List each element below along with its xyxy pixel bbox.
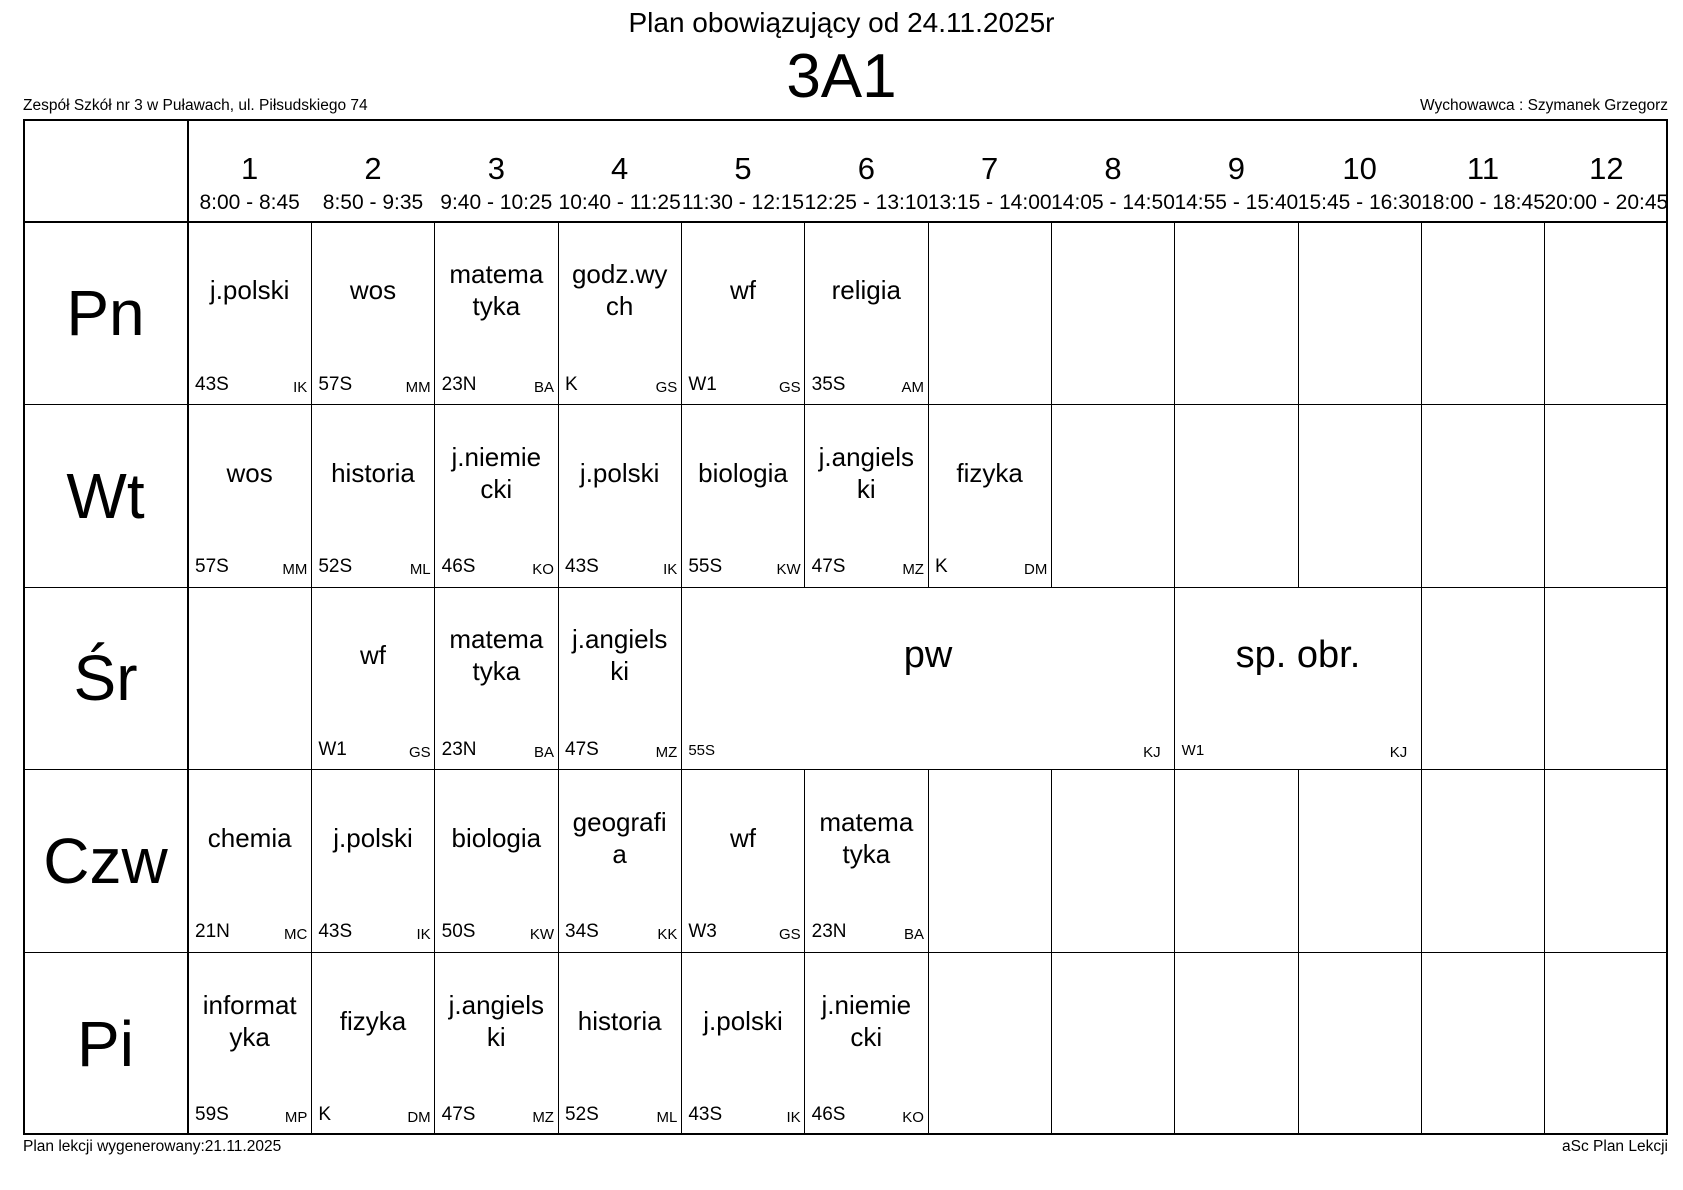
- lesson-teacher: ML: [656, 1108, 678, 1126]
- lesson-subject: wf: [729, 823, 756, 854]
- day-label: Czw: [43, 825, 168, 898]
- lesson-teacher: KJ: [1389, 743, 1408, 761]
- lesson-room: 43S: [688, 1103, 723, 1125]
- lesson-cell: [435, 770, 558, 953]
- period-number: 1: [241, 151, 259, 186]
- lesson-subject: matema tyka: [449, 624, 544, 687]
- lesson-room: 57S: [318, 373, 353, 395]
- lesson-teacher: MZ: [655, 743, 678, 761]
- lesson-teacher: KJ: [1143, 743, 1161, 761]
- lesson-cell: [188, 952, 311, 1135]
- lesson-room: 52S: [318, 556, 353, 578]
- lesson-cell: [1175, 587, 1422, 770]
- lesson-subject: historia: [331, 457, 415, 488]
- lesson-room: 21N: [195, 921, 230, 943]
- lesson-teacher: KW: [529, 926, 554, 944]
- lesson-cell: [805, 222, 928, 405]
- period-number: 10: [1342, 151, 1377, 186]
- lesson-subject: matema tyka: [449, 259, 544, 322]
- lesson-room: 46S: [441, 556, 476, 578]
- lesson-cell: [558, 222, 681, 405]
- lesson-room: W3: [688, 921, 717, 943]
- lesson-room: 35S: [811, 373, 846, 395]
- software-name: aSc Plan Lekcji: [1562, 1138, 1668, 1155]
- lesson-subject: j.polski: [703, 1005, 783, 1036]
- lesson-subject: religia: [831, 275, 901, 306]
- period-time: 20:00 - 20:45: [1544, 191, 1669, 214]
- period-cell-divider: [1544, 770, 1545, 953]
- lesson-teacher: MM: [282, 561, 308, 579]
- homeroom-teacher: Wychowawca : Szymanek Grzegorz: [1420, 97, 1668, 114]
- period-number: 12: [1589, 151, 1624, 186]
- lesson-subject: historia: [577, 1005, 662, 1036]
- period-cell-divider: [1544, 587, 1545, 770]
- lesson-cell: [681, 587, 1174, 770]
- period-cell-divider: [1174, 770, 1175, 953]
- period-header: [1421, 119, 1544, 222]
- lesson-subject: j.polski: [209, 275, 290, 306]
- period-time: 8:00 - 8:45: [199, 191, 300, 214]
- lesson-subject: sp. obr.: [1235, 634, 1361, 677]
- grid-border-right: [1666, 119, 1668, 1135]
- lesson-teacher: ML: [409, 561, 431, 579]
- lesson-cell: [435, 222, 558, 405]
- lesson-room: W1: [318, 738, 347, 760]
- lesson-teacher: IK: [416, 926, 431, 944]
- lesson-cell: [188, 222, 311, 405]
- period-header: [311, 119, 434, 222]
- period-cell-divider: [1544, 222, 1545, 405]
- lesson-room: K: [935, 556, 948, 578]
- lesson-room: K: [318, 1103, 332, 1125]
- period-time: 11:30 - 12:15: [681, 191, 805, 214]
- period-header: [1298, 119, 1421, 222]
- period-cell-divider: [1051, 222, 1052, 405]
- lesson-teacher: DM: [1024, 561, 1048, 579]
- lesson-subject: biologia: [451, 823, 542, 854]
- lesson-subject: j.polski: [579, 457, 660, 488]
- generated-date: Plan lekcji wygenerowany:21.11.2025: [23, 1138, 282, 1155]
- period-time: 8:50 - 9:35: [322, 191, 424, 214]
- lesson-cell: [805, 770, 928, 953]
- lesson-teacher: GS: [655, 378, 678, 396]
- lesson-teacher: MC: [284, 926, 308, 944]
- lesson-room: 47S: [811, 556, 846, 578]
- lesson-subject: informat yka: [202, 989, 297, 1052]
- lesson-cell: [558, 770, 681, 953]
- lesson-subject: j.niemie cki: [451, 441, 542, 504]
- lesson-teacher: GS: [778, 378, 801, 396]
- lesson-teacher: BA: [533, 743, 554, 761]
- period-number: 3: [487, 151, 505, 186]
- lesson-teacher: GS: [778, 926, 801, 944]
- period-number: 6: [857, 151, 875, 186]
- lesson-room: 57S: [195, 556, 229, 578]
- lesson-subject: pw: [903, 634, 953, 677]
- lesson-teacher: MZ: [902, 561, 924, 579]
- lesson-teacher: IK: [293, 378, 308, 396]
- lesson-subject: wos: [349, 275, 397, 306]
- lesson-teacher: KO: [532, 561, 554, 579]
- lesson-room: 43S: [318, 921, 353, 943]
- period-time: 14:55 - 15:40: [1174, 191, 1299, 214]
- lesson-subject: fizyka: [956, 457, 1023, 488]
- lesson-subject: j.polski: [333, 823, 413, 854]
- period-cell-divider: [1298, 770, 1299, 953]
- day-label: Pn: [66, 277, 145, 350]
- day-label: Wt: [66, 459, 145, 532]
- period-number: 7: [981, 151, 999, 186]
- lesson-cell: [681, 222, 804, 405]
- period-cell-divider: [1051, 770, 1052, 953]
- lesson-teacher: KK: [657, 926, 678, 944]
- period-cell-divider: [1421, 222, 1422, 405]
- lesson-room: 23N: [441, 738, 477, 760]
- lesson-subject: biologia: [698, 457, 788, 488]
- period-cell-divider: [1298, 222, 1299, 405]
- lesson-cell: [311, 952, 434, 1135]
- lesson-teacher: GS: [408, 743, 431, 761]
- lesson-subject: wf: [359, 640, 386, 671]
- lesson-cell: [681, 770, 804, 953]
- lesson-subject: j.niemie cki: [821, 989, 912, 1052]
- period-cell-divider: [1421, 952, 1422, 1135]
- lesson-room: 34S: [565, 921, 599, 943]
- lesson-teacher: KO: [902, 1108, 924, 1126]
- lesson-cell: [805, 952, 928, 1135]
- period-time: 12:25 - 13:10: [804, 191, 929, 214]
- period-cell-divider: [1298, 405, 1299, 588]
- period-number: 4: [611, 151, 629, 186]
- lesson-cell: [435, 405, 558, 588]
- lesson-cell: [311, 405, 434, 588]
- period-cell-divider: [1421, 770, 1422, 953]
- day-label: Pi: [77, 1007, 134, 1080]
- lesson-teacher: KW: [776, 561, 801, 579]
- period-header: [1175, 119, 1298, 222]
- period-time: 10:40 - 11:25: [558, 191, 681, 214]
- lesson-cell: [311, 222, 434, 405]
- period-time: 14:05 - 14:50: [1051, 191, 1175, 214]
- period-cell-divider: [1051, 952, 1052, 1135]
- lesson-room: 47S: [441, 1103, 476, 1125]
- lesson-cell: [188, 405, 311, 588]
- lesson-cell: [435, 952, 558, 1135]
- lesson-room: W1: [1181, 741, 1205, 759]
- lesson-cell: [435, 587, 558, 770]
- period-cell-divider: [1174, 222, 1175, 405]
- period-header: [435, 119, 558, 222]
- period-number: 2: [364, 151, 382, 186]
- lesson-cell: [558, 952, 681, 1135]
- lesson-teacher: MP: [284, 1108, 308, 1126]
- lesson-room: W1: [688, 373, 717, 395]
- lesson-subject: j.angiels ki: [571, 624, 668, 687]
- lesson-room: 23N: [441, 373, 477, 395]
- period-header: [1545, 119, 1668, 222]
- timetable-grid: [23, 119, 1668, 1135]
- lesson-room: 43S: [565, 556, 599, 578]
- lesson-teacher: IK: [786, 1108, 801, 1126]
- day-label: Śr: [73, 642, 138, 715]
- lesson-room: 55S: [688, 556, 723, 578]
- lesson-subject: godz.wy ch: [571, 259, 668, 322]
- lesson-subject: wos: [226, 457, 273, 488]
- period-number: 11: [1466, 151, 1500, 186]
- period-number: 5: [734, 151, 752, 186]
- school-name: Zespół Szkół nr 3 w Puławach, ul. Piłsudskiego 74: [23, 97, 368, 114]
- lesson-cell: [311, 770, 434, 953]
- period-cell-divider: [1544, 952, 1545, 1135]
- lesson-room: 47S: [565, 738, 599, 760]
- period-cell-divider: [1174, 405, 1175, 588]
- lesson-subject: matema tyka: [819, 807, 914, 870]
- lesson-teacher: DM: [407, 1108, 431, 1126]
- lesson-room: 50S: [441, 921, 476, 943]
- lesson-subject: fizyka: [339, 1005, 407, 1036]
- lesson-subject: wf: [729, 275, 756, 306]
- period-cell-divider: [1544, 405, 1545, 588]
- lesson-room: K: [565, 373, 578, 395]
- period-header: [681, 119, 804, 222]
- lesson-subject: j.angiels ki: [448, 989, 545, 1052]
- lesson-cell: [558, 405, 681, 588]
- period-header: [558, 119, 681, 222]
- lesson-cell: [805, 405, 928, 588]
- period-time: 15:45 - 16:30: [1297, 191, 1422, 214]
- lesson-cell: [928, 405, 1051, 588]
- period-header: [928, 119, 1051, 222]
- period-cell-divider: [1174, 952, 1175, 1135]
- lesson-subject: chemia: [207, 823, 292, 854]
- period-time: 9:40 - 10:25: [440, 191, 553, 214]
- period-cell-divider: [1298, 952, 1299, 1135]
- lesson-teacher: IK: [663, 561, 678, 579]
- lesson-room: 59S: [195, 1103, 229, 1125]
- period-number: 8: [1104, 151, 1122, 186]
- lesson-cell: [681, 405, 804, 588]
- lesson-room: 23N: [811, 921, 847, 943]
- lesson-room: 43S: [195, 373, 229, 395]
- lesson-room: 55S: [688, 741, 716, 759]
- period-header: [188, 119, 311, 222]
- lesson-cell: [188, 770, 311, 953]
- period-header: [1051, 119, 1174, 222]
- lesson-subject: geografi a: [572, 807, 667, 870]
- lesson-cell: [558, 587, 681, 770]
- page-subtitle: Plan obowiązujący od 24.11.2025r: [628, 7, 1055, 38]
- lesson-teacher: AM: [901, 378, 924, 396]
- lesson-teacher: MZ: [532, 1108, 554, 1126]
- lesson-cell: [681, 952, 804, 1135]
- lesson-teacher: MM: [405, 378, 431, 396]
- lesson-subject: j.angiels ki: [818, 441, 915, 504]
- lesson-room: 52S: [565, 1103, 599, 1125]
- period-cell-divider: [1421, 405, 1422, 588]
- period-number: 9: [1227, 151, 1245, 186]
- period-time: 13:15 - 14:00: [927, 191, 1052, 214]
- lesson-room: 46S: [811, 1103, 846, 1125]
- lesson-teacher: BA: [903, 926, 924, 944]
- lesson-teacher: BA: [533, 378, 554, 396]
- lesson-cell: [311, 587, 434, 770]
- period-time: 18:00 - 18:45: [1421, 191, 1545, 214]
- page-title: 3A1: [786, 42, 897, 111]
- period-header: [805, 119, 928, 222]
